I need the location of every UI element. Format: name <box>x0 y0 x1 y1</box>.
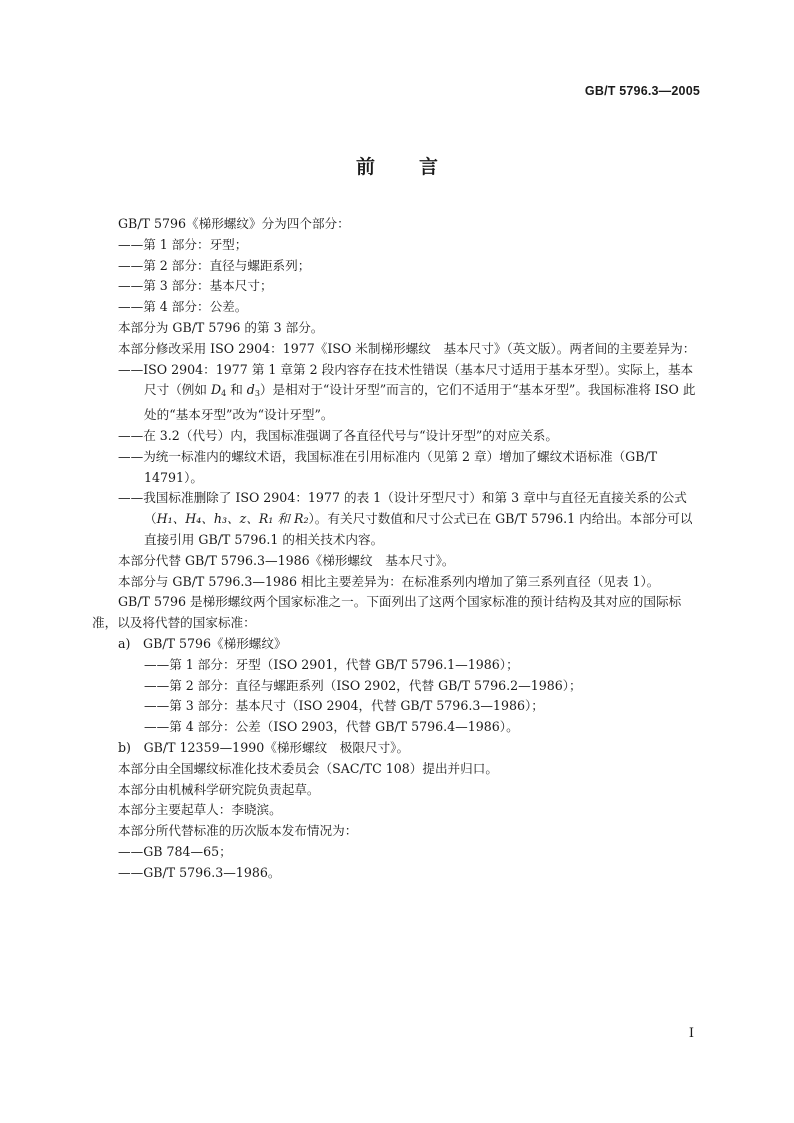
list-a-item: ——第 2 部分：直径与螺距系列（ISO 2902，代替 GB/T 5796.2—1986）； <box>144 677 582 693</box>
difference-item <box>92 488 704 550</box>
proposed-paragraph: 本部分由全国螺纹标准化技术委员会（SAC/TC 108）提出并归口。 <box>118 760 498 776</box>
list-a-item: ——第 3 部分：基本尺寸（ISO 2904，代替 GB/T 5796.3—1986）； <box>144 698 544 714</box>
title-char-1: 前 <box>355 156 375 178</box>
page-number: I <box>688 1026 694 1041</box>
foreword-body <box>92 214 704 884</box>
this-part-paragraph: 本部分为 GB/T 5796 的第 3 部分。 <box>118 319 324 335</box>
national-standards-paragraph: GB/T 5796 是梯形螺纹两个国家标准之一。下面列出了这两个国家标准的预计结构及其对应的国际标准，以及将代替的国家标准： <box>92 594 682 631</box>
difference-item: ——在 3.2（代号）内，我国标准强调了各直径代号与“设计牙型”的对应关系。 <box>118 427 558 443</box>
difference-item: ——为统一标准内的螺纹术语，我国标准在引用标准内（见第 2 章）增加了螺纹术语标准（GB/T 14791）。 <box>118 448 658 485</box>
drafter-paragraph: 本部分主要起草人：李晓滨。 <box>118 802 282 818</box>
formula-symbols: H₁、H₄、h₃、z、R₁ 和 R₂ <box>156 511 309 527</box>
drafted-paragraph: 本部分由机械科学研究院负责起草。 <box>118 781 320 797</box>
difference-text: ）是相对于“设计牙型”而言的，它们不适用于“基本牙型”。我国标准将 ISO 此处的“基本牙型”改为“设计牙型”。 <box>144 382 696 423</box>
conjunction: 和 <box>226 382 247 398</box>
symbol-d: d <box>246 382 255 398</box>
difference-text: ——ISO 2904：1977 第 1 章第 2 段内容存在技术性错误（基本尺寸适用于基本牙型）。实际上，基本尺寸（例如 <box>118 361 694 398</box>
modify-paragraph: 本部分修改采用 ISO 2904：1977《ISO 米制梯形螺纹 基本尺寸》（英文版）。两者间的主要差异为： <box>118 340 696 356</box>
difference-text: ——我国标准删除了 ISO 2904：1977 的表 1（设计牙型尺寸）和第 3 章中与直径无直接关系的公式（ <box>118 490 687 527</box>
symbol-D-subscript: 4 <box>221 389 227 399</box>
standard-code: GB/T 5796.3—2005 <box>584 84 700 98</box>
symbol-d-subscript: 3 <box>254 389 260 399</box>
list-a-item: ——第 1 部分：牙型（ISO 2901，代替 GB/T 5796.1—1986）； <box>144 656 519 672</box>
history-item: ——GB/T 5796.3—1986。 <box>118 864 281 880</box>
change-paragraph: 本部分与 GB/T 5796.3—1986 相比主要差异为：在标准系列内增加了第三系列直径（见表 1）。 <box>118 573 660 589</box>
difference-text: ）。有关尺寸数值和尺寸公式已在 GB/T 5796.1 内给出。本部分可以直接引用 GB/T 5796.1 的相关技术内容。 <box>144 511 693 547</box>
replace-paragraph: 本部分代替 GB/T 5796.3—1986《梯形螺纹 基本尺寸》。 <box>118 552 455 568</box>
difference-item <box>92 360 704 426</box>
page-title <box>0 152 794 179</box>
list-a-label: a) GB/T 5796《梯形螺纹》 <box>118 635 287 651</box>
history-item: ——GB 784—65； <box>118 843 232 859</box>
list-b-label: b) GB/T 12359—1990《梯形螺纹 极限尺寸》。 <box>118 739 410 755</box>
intro-paragraph: GB/T 5796《梯形螺纹》分为四个部分： <box>118 216 350 231</box>
part-list-item: ——第 4 部分：公差。 <box>118 299 248 315</box>
part-list-item: ——第 2 部分：直径与螺距系列； <box>118 257 311 273</box>
title-char-2: 言 <box>419 156 439 178</box>
part-list-item: ——第 3 部分：基本尺寸； <box>118 278 273 294</box>
history-paragraph: 本部分所代替标准的历次版本发布情况为： <box>118 823 358 839</box>
part-list-item: ——第 1 部分：牙型； <box>118 236 248 252</box>
symbol-D: D <box>210 382 222 398</box>
list-a-item: ——第 4 部分：公差（ISO 2903，代替 GB/T 5796.4—1986）。 <box>144 719 519 735</box>
